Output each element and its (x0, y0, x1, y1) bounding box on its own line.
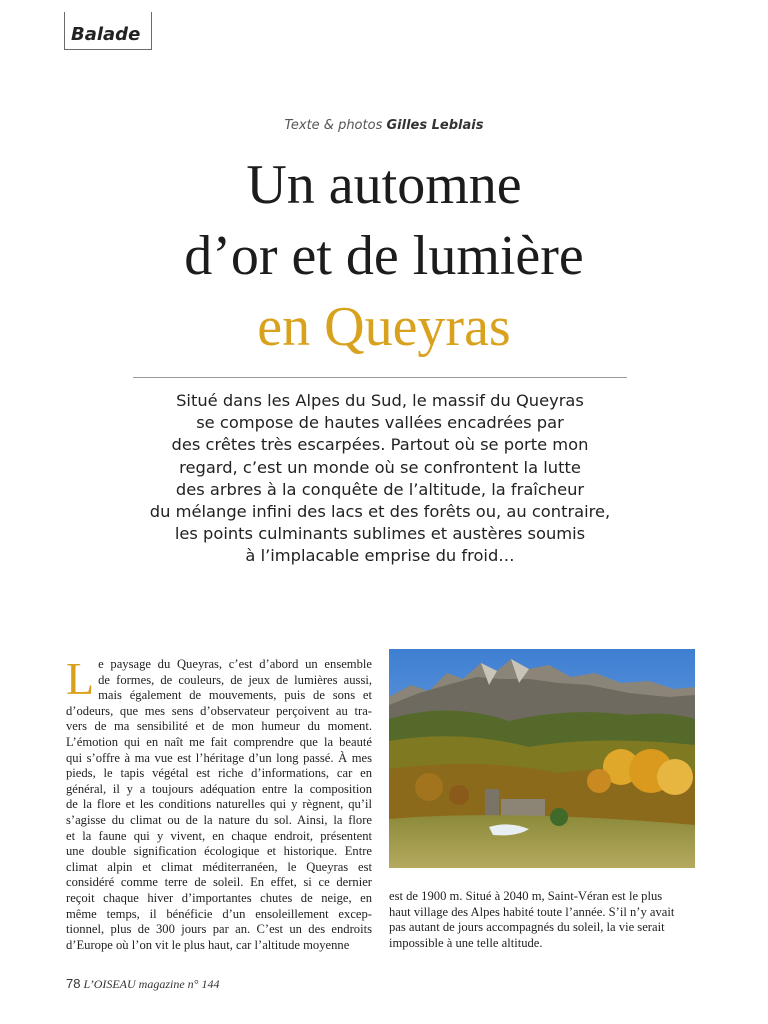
lead-line: à l’implacable emprise du froid… (245, 546, 515, 566)
body-line: d’odeurs, que mes sens d’observateur perçoivent au tra- (66, 703, 372, 718)
byline-prefix: Texte & photos (284, 118, 383, 133)
landscape-photo (389, 649, 695, 868)
drop-cap: L (66, 653, 95, 704)
lead-line: des crêtes très escarpées. Partout où se porte mon (171, 435, 589, 455)
lead-paragraph (120, 390, 640, 568)
article-title (0, 150, 768, 363)
body-line: climat alpin et climat méditerranéen, le Queyras est (66, 859, 372, 874)
body-line: d’Europe où l’on vit le plus haut, car l’altitude moyenne (66, 937, 350, 952)
body-column (66, 653, 372, 953)
body-line: de la flore et les conditions naturelles qui y règnent, qu’il (66, 797, 372, 812)
lead-line: les points culminants sublimes et austères soumis (174, 524, 586, 544)
continuation-line: pas autant de jours accompagnés du soleil, la vie serait (389, 920, 665, 935)
magazine-name: L’OISEAU magazine n° 144 (83, 977, 220, 991)
lead-line: du mélange infini des lacs et des forêts ou, au contraire, (149, 502, 611, 522)
body-line: une double signification écologique et historique. Entre (66, 844, 372, 859)
page-number: 78 (66, 976, 81, 991)
body-line: et la faune qui y vivent, en chaque endroit, présentent (66, 828, 372, 843)
byline-author: Gilles Leblais (386, 118, 484, 133)
body-line: L’émotion qui en naît me fait comprendre que la beauté (66, 734, 372, 749)
continuation-line: est de 1900 m. Situé à 2040 m, Saint-Véran est le plus (389, 889, 663, 903)
lead-line: se compose de hautes vallées encadrées par (196, 413, 564, 433)
title-divider (133, 377, 627, 378)
body-line: qui s’offre à ma vue est l’héritage d’un long passé. À mes (66, 750, 372, 765)
body-line: de formes, de couleurs, de jeux de lumières aussi, (98, 672, 372, 687)
title-line-3: en Queyras (257, 296, 511, 358)
continuation-line: impossible à une telle altitude. (389, 935, 543, 950)
continuation-line: haut village des Alpes habité toute l’année. S’il n’y avait (389, 904, 675, 919)
lead-line: regard, c’est un monde où se confrontent la lutte (179, 457, 581, 477)
body-line: pieds, le tapis végétal est riche d’informations, car en (66, 766, 372, 781)
section-tag (64, 12, 152, 50)
body-line: mais également de mouvements, puis de sons et (98, 688, 372, 703)
body-line: même temps, il bénéficie d’un ensoleillement excep- (66, 906, 372, 921)
title-line-2: d’or et de lumière (184, 225, 584, 287)
lead-line: des arbres à la conquête de l’altitude, la fraîcheur (175, 479, 585, 499)
lead-line: Situé dans les Alpes du Sud, le massif du Queyras (176, 391, 584, 410)
body-line: reçoit chaque hiver d’importantes chutes de neige, en (66, 890, 372, 905)
body-line: vers de ma sensibilité et de mon humeur du moment. (66, 719, 372, 734)
continuation-column (389, 889, 695, 951)
body-line: s’agisse du climat ou de la nature du sol. Ainsi, la flore (66, 812, 372, 827)
section-label: Balade (71, 24, 141, 45)
body-line: tionnel, plus de 300 jours par an. C’est un des endroits (66, 922, 372, 937)
byline (0, 118, 768, 133)
page-footer (66, 976, 219, 992)
body-line: considéré comme terre de soleil. En effet, si ce dernier (66, 875, 372, 890)
body-line: général, il y a toujours adéquation entre la composition (66, 781, 372, 796)
title-line-1: Un automne (246, 154, 522, 216)
body-line: e paysage du Queyras, c’est d’abord un ensemble (98, 657, 372, 671)
